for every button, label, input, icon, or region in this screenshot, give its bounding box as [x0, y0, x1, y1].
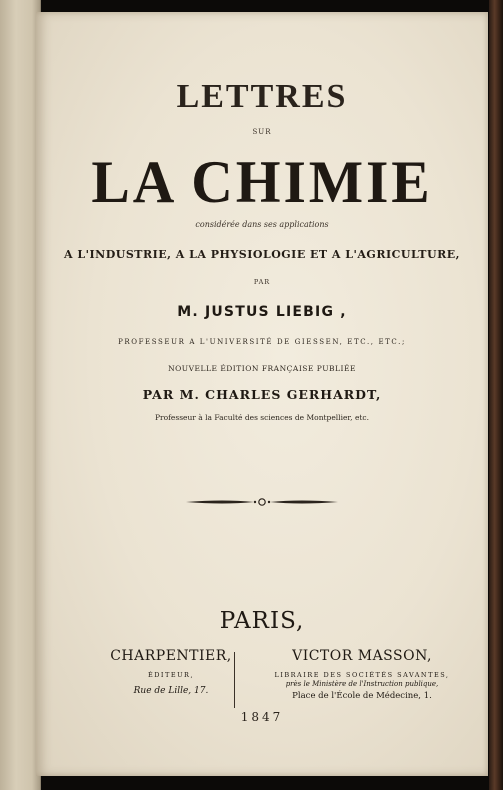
- publisher-right-near: près le Ministère de l'Instruction publique,: [285, 680, 439, 688]
- title-line-lettres: LETTRES: [176, 78, 348, 115]
- city: PARIS,: [219, 608, 305, 634]
- translator-title: Professeur à la Faculté des sciences de Montpellier, etc.: [154, 413, 369, 422]
- publisher-right-address: Place de l'École de Médecine, 1.: [292, 691, 432, 701]
- ornament-rule-icon: [184, 497, 340, 507]
- publisher-right-role: LIBRAIRE DES SOCIÉTÉS SAVANTES,: [274, 671, 450, 679]
- title-main: LA CHIMIE: [91, 149, 433, 215]
- edition-note: NOUVELLE ÉDITION FRANÇAISE PUBLIÉE: [168, 364, 356, 373]
- translator-name: PAR M. CHARLES GERHARDT,: [142, 387, 382, 402]
- author-title: PROFESSEUR A L'UNIVERSITÉ DE GIESSEN, ETC., ETC.;: [118, 338, 406, 346]
- publisher-divider: [234, 652, 235, 708]
- author-name: M. JUSTUS LIEBIG ,: [177, 304, 347, 320]
- title-page: [36, 12, 488, 776]
- title-small-sur: SUR: [252, 128, 272, 136]
- publisher-left-name: CHARPENTIER,: [110, 648, 232, 664]
- applications-line: A L'INDUSTRIE, A LA PHYSIOLOGIE ET A L'AGRICULTURE,: [64, 248, 460, 261]
- previous-page-edge: [0, 0, 41, 790]
- subtitle: considérée dans ses applications: [195, 220, 329, 229]
- by-label: PAR: [253, 278, 271, 286]
- publisher-right-name: VICTOR MASSON,: [292, 648, 432, 664]
- publisher-left-role: ÉDITEUR,: [147, 671, 195, 679]
- publication-year: 1847: [240, 710, 284, 724]
- book-spine: [489, 0, 503, 790]
- publisher-left-address: Rue de Lille, 17.: [133, 686, 209, 696]
